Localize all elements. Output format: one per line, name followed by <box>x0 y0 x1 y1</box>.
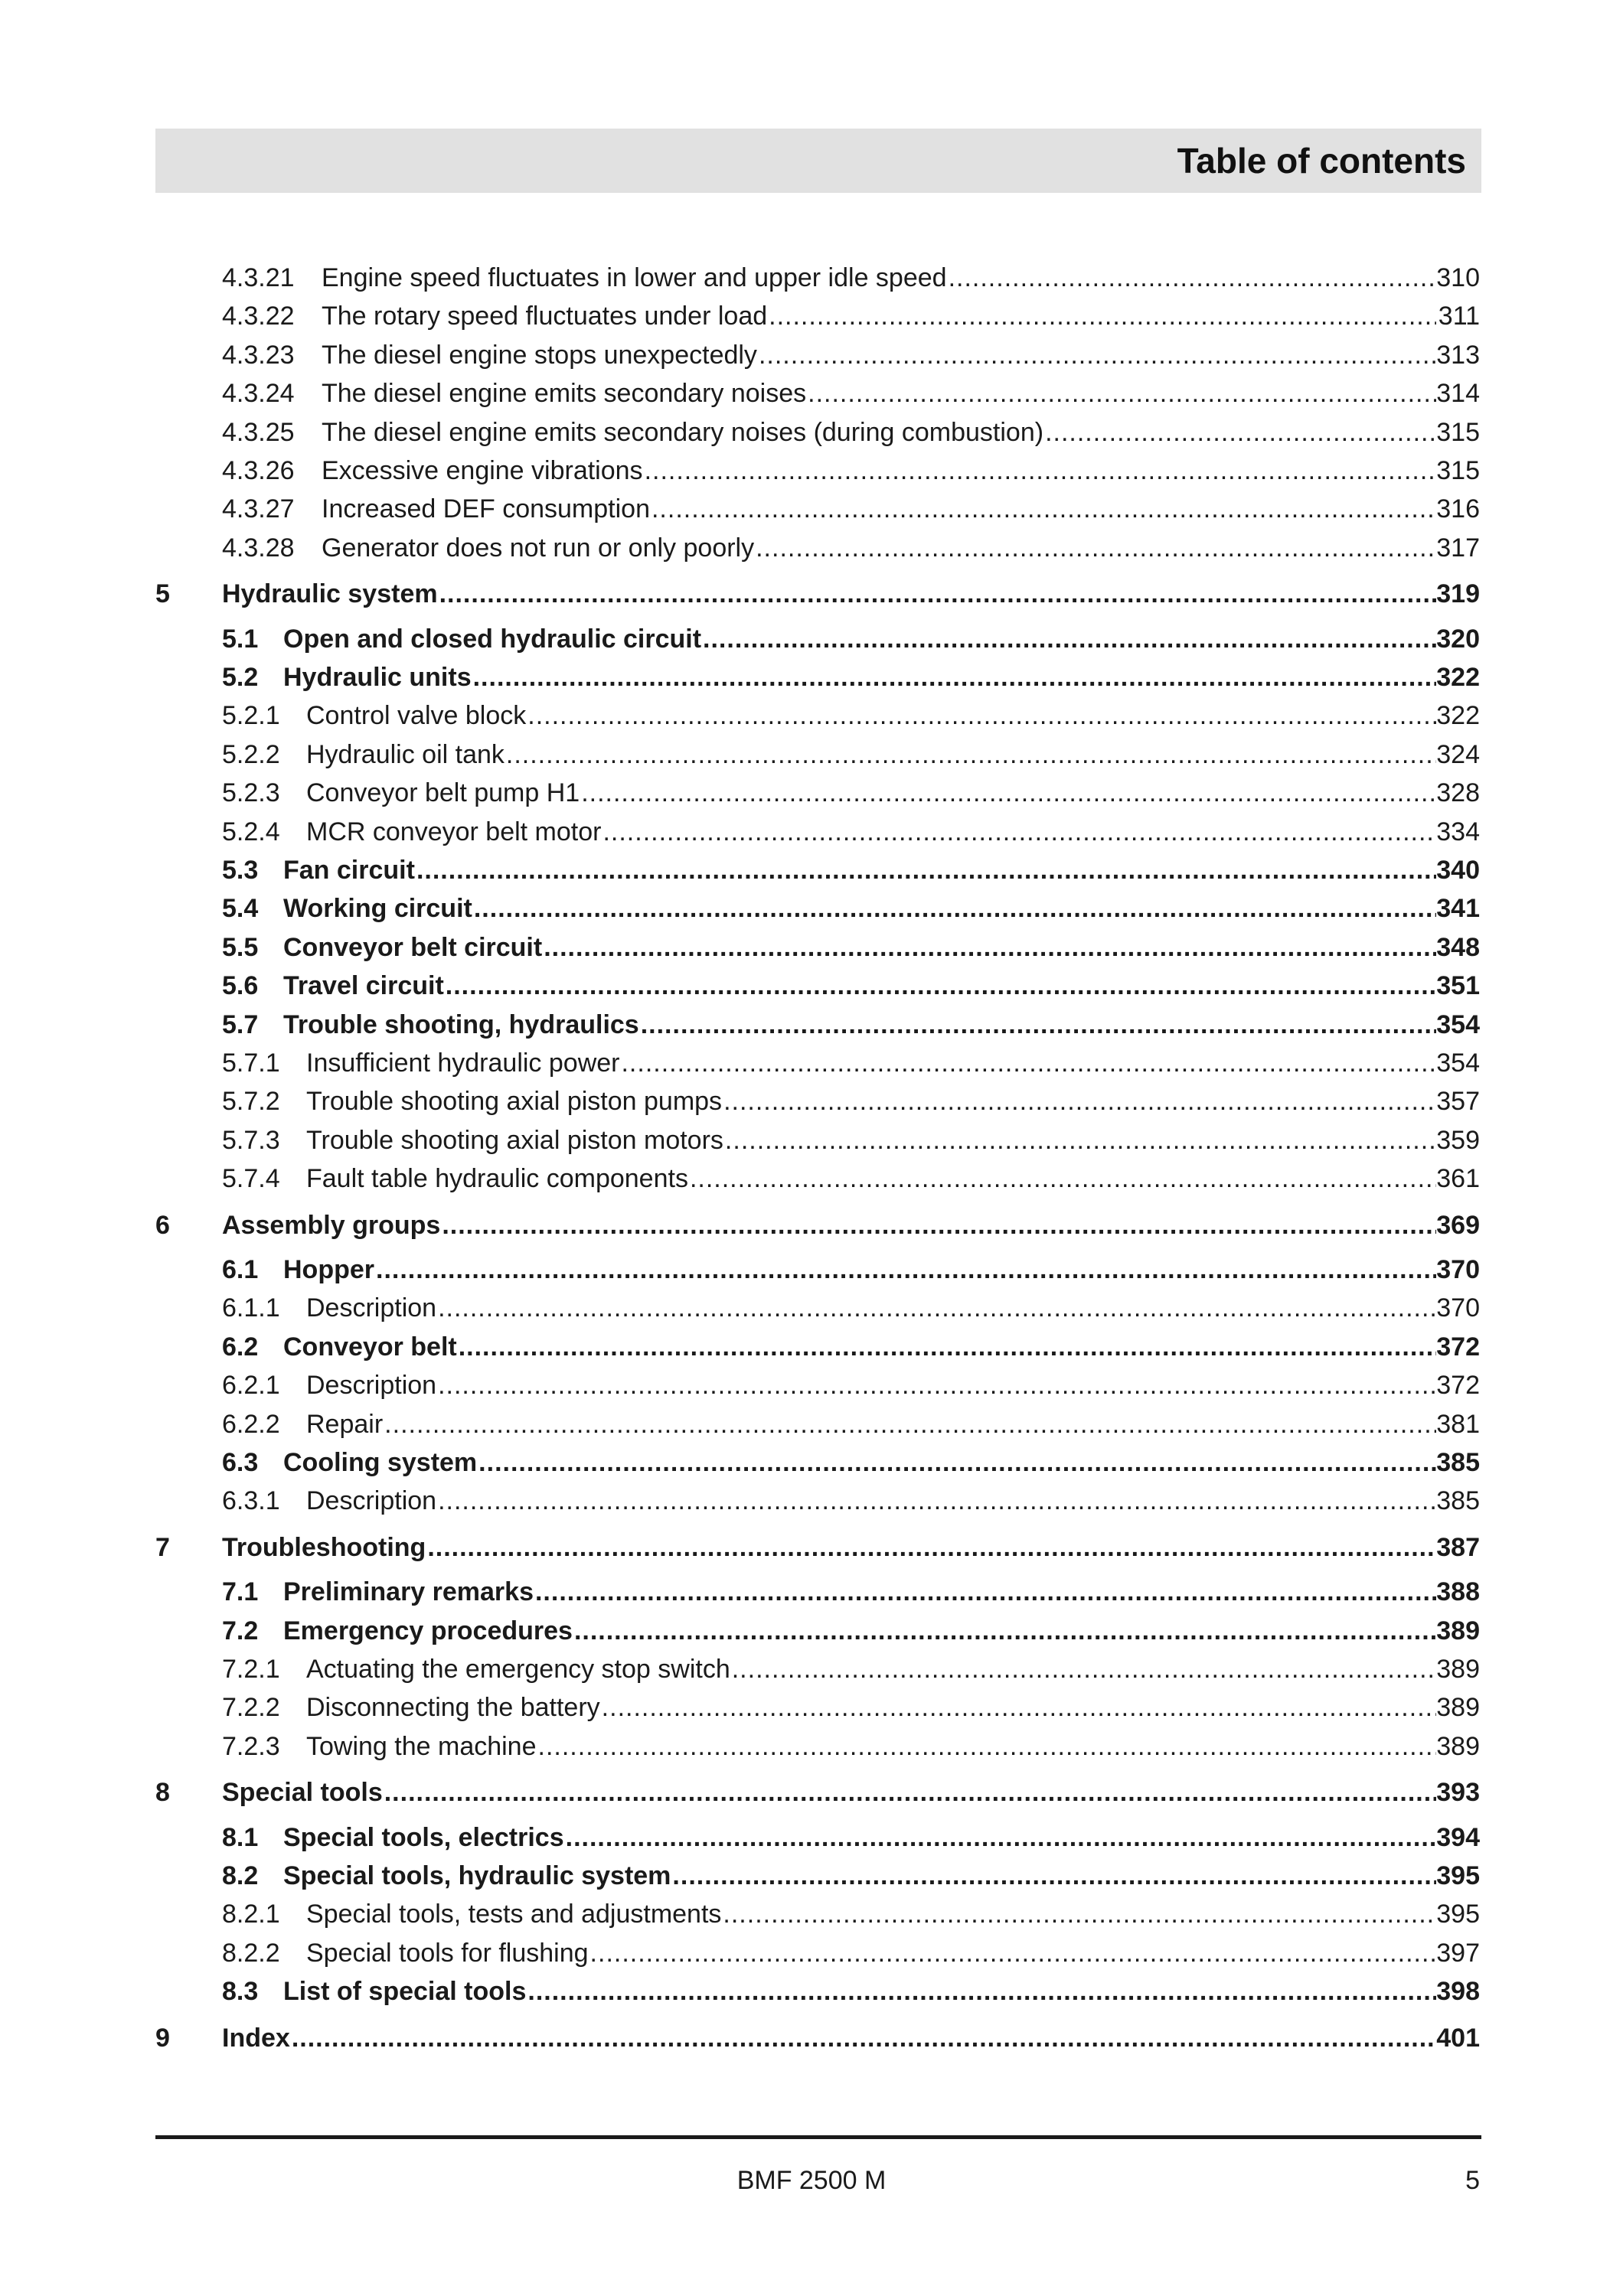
toc-dot-leader <box>769 298 1436 334</box>
toc-entry-title: Hopper <box>283 1255 374 1284</box>
toc-dot-leader <box>603 814 1436 850</box>
toc-dot-leader <box>384 1407 1436 1442</box>
toc-entry-leader <box>222 2020 1436 2056</box>
toc-entry-page: 334 <box>1436 817 1480 846</box>
toc-entry-title: Conveyor belt circuit <box>283 932 543 962</box>
toc-entry-number: 8.2.2 <box>222 1938 280 1968</box>
toc-entry-page: 397 <box>1436 1938 1480 1968</box>
page-title: Table of contents <box>1177 141 1466 181</box>
toc-section-entry[interactable] <box>0 891 1623 926</box>
toc-section-entry[interactable] <box>0 1613 1623 1649</box>
toc-entry-title: Assembly groups <box>222 1210 441 1240</box>
toc-dot-leader <box>732 1652 1436 1687</box>
toc-dot-leader <box>621 1045 1436 1081</box>
toc-subsection-entry[interactable] <box>0 1084 1623 1119</box>
toc-entry-page: 320 <box>1436 624 1480 654</box>
toc-entry-page: 313 <box>1436 340 1480 370</box>
toc-dot-leader <box>645 453 1436 488</box>
toc-subsection-entry[interactable] <box>0 298 1623 334</box>
toc-entry-page: 314 <box>1436 379 1480 409</box>
toc-entry-leader <box>322 491 1436 527</box>
toc-entry-leader <box>306 698 1436 733</box>
toc-entry-page: 354 <box>1436 1049 1480 1078</box>
toc-entry-page: 322 <box>1436 663 1480 692</box>
toc-entry-number: 5.1 <box>222 624 259 654</box>
toc-entry-page: 341 <box>1436 894 1480 924</box>
toc-dot-leader <box>651 491 1436 527</box>
toc-entry-leader <box>306 1045 1436 1081</box>
footer-document-name: BMF 2500 M <box>736 2166 887 2195</box>
toc-entry-leader <box>283 1007 1436 1042</box>
toc-entry-number: 6.2.1 <box>222 1371 280 1401</box>
toc-entry-page: 395 <box>1436 1900 1480 1929</box>
toc-dot-leader <box>690 1161 1436 1196</box>
toc-entry-number: 6 <box>155 1210 170 1240</box>
toc-entry-number: 4.3.28 <box>222 533 295 563</box>
toc-chapter-entry[interactable] <box>0 1530 1623 1565</box>
toc-dot-leader <box>949 260 1436 295</box>
toc-dot-leader <box>703 621 1436 657</box>
toc-subsection-entry[interactable] <box>0 814 1623 850</box>
toc-entry-number: 5.4 <box>222 894 259 924</box>
toc-subsection-entry[interactable] <box>0 775 1623 810</box>
toc-entry-page: 395 <box>1436 1861 1480 1890</box>
toc-entry-page: 357 <box>1436 1087 1480 1117</box>
toc-dot-leader <box>438 1368 1436 1403</box>
toc-section-entry[interactable] <box>0 1820 1623 1855</box>
toc-entry-number: 7.2.1 <box>222 1655 280 1684</box>
toc-entry-number: 4.3.27 <box>222 494 295 524</box>
toc-dot-leader <box>544 930 1436 965</box>
toc-subsection-entry[interactable] <box>0 260 1623 295</box>
toc-entry-number: 5.7.4 <box>222 1164 280 1194</box>
toc-entry-leader <box>322 338 1436 373</box>
toc-entry-title: Description <box>306 1293 437 1323</box>
toc-entry-page: 385 <box>1436 1486 1480 1516</box>
toc-dot-leader <box>384 1775 1436 1810</box>
toc-entry-leader <box>283 660 1436 695</box>
toc-entry-number: 7.2.3 <box>222 1731 280 1761</box>
toc-entry-title: Troubleshooting <box>222 1532 426 1562</box>
toc-chapter-entry[interactable] <box>0 2020 1623 2056</box>
toc-dot-leader <box>438 1290 1436 1326</box>
toc-dot-leader <box>641 1007 1436 1042</box>
toc-entry-leader <box>283 1613 1436 1649</box>
toc-dot-leader <box>1045 415 1436 450</box>
toc-chapter-entry[interactable] <box>0 1208 1623 1243</box>
toc-section-entry[interactable] <box>0 968 1623 1003</box>
toc-section-entry[interactable] <box>0 1574 1623 1609</box>
toc-dot-leader <box>808 376 1436 411</box>
toc-entry-number: 4.3.26 <box>222 456 295 485</box>
toc-entry-leader <box>306 1729 1436 1764</box>
toc-entry-page: 389 <box>1436 1616 1480 1645</box>
toc-entry-leader <box>306 1690 1436 1725</box>
toc-entry-title: Towing the machine <box>306 1731 537 1761</box>
toc-entry-leader <box>306 1123 1436 1158</box>
toc-dot-leader <box>602 1690 1436 1725</box>
toc-dot-leader <box>725 1123 1436 1158</box>
toc-dot-leader <box>459 1329 1436 1365</box>
toc-entry-page: 324 <box>1436 739 1480 769</box>
toc-chapter-entry[interactable] <box>0 1775 1623 1810</box>
toc-entry-leader <box>306 775 1436 810</box>
toc-entry-leader <box>306 1368 1436 1403</box>
toc-subsection-entry[interactable] <box>0 491 1623 527</box>
toc-dot-leader <box>439 576 1436 612</box>
toc-entry-page: 322 <box>1436 701 1480 731</box>
toc-entry-number: 8.3 <box>222 1977 259 2007</box>
toc-entry-number: 4.3.22 <box>222 302 295 331</box>
toc-entry-title: Trouble shooting axial piston pumps <box>306 1087 723 1117</box>
toc-subsection-entry[interactable] <box>0 1483 1623 1518</box>
toc-subsection-entry[interactable] <box>0 1407 1623 1442</box>
toc-entry-number: 7.1 <box>222 1577 259 1607</box>
toc-entry-leader <box>306 814 1436 850</box>
toc-dot-leader <box>535 1574 1436 1609</box>
toc-entry-page: 372 <box>1436 1332 1480 1362</box>
toc-entry-number: 8.1 <box>222 1822 259 1852</box>
toc-subsection-entry[interactable] <box>0 376 1623 411</box>
toc-entry-title: The diesel engine emits secondary noises (during combustion) <box>322 417 1044 447</box>
toc-entry-page: 351 <box>1436 971 1480 1001</box>
toc-subsection-entry[interactable] <box>0 530 1623 566</box>
header-band <box>155 129 1481 193</box>
toc-entry-number: 5.7.1 <box>222 1049 280 1078</box>
toc-entry-page: 315 <box>1436 456 1480 485</box>
toc-entry-number: 5.2.1 <box>222 701 280 731</box>
toc-entry-title: Excessive engine vibrations <box>322 456 643 485</box>
toc-entry-number: 6.3.1 <box>222 1486 280 1516</box>
toc-entry-page: 354 <box>1436 1009 1480 1039</box>
toc-entry-title: The diesel engine emits secondary noises <box>322 379 807 409</box>
toc-subsection-entry[interactable] <box>0 1123 1623 1158</box>
toc-entry-page: 394 <box>1436 1822 1480 1852</box>
toc-entry-title: Open and closed hydraulic circuit <box>283 624 702 654</box>
toc-entry-page: 319 <box>1436 579 1480 609</box>
toc-entry-number: 5.7.3 <box>222 1125 280 1155</box>
toc-subsection-entry[interactable] <box>0 453 1623 488</box>
toc-entry-leader <box>283 853 1436 888</box>
toc-entry-number: 4.3.23 <box>222 340 295 370</box>
toc-entry-title: Hydraulic units <box>283 663 472 692</box>
toc-dot-leader <box>442 1208 1436 1243</box>
toc-entry-number: 6.3 <box>222 1448 259 1477</box>
toc-entry-title: Special tools, hydraulic system <box>283 1861 671 1890</box>
toc-entry-leader <box>306 1483 1436 1518</box>
toc-entry-page: 372 <box>1436 1371 1480 1401</box>
toc-entry-title: Trouble shooting axial piston motors <box>306 1125 723 1155</box>
toc-entry-page: 388 <box>1436 1577 1480 1607</box>
toc-entry-number: 6.1.1 <box>222 1293 280 1323</box>
toc-entry-number: 5.6 <box>222 971 259 1001</box>
toc-entry-title: Working circuit <box>283 894 472 924</box>
toc-entry-page: 361 <box>1436 1164 1480 1194</box>
toc-entry-page: 328 <box>1436 778 1480 808</box>
toc-chapter-entry[interactable] <box>0 576 1623 612</box>
toc-entry-page: 385 <box>1436 1448 1480 1477</box>
toc-entry-page: 398 <box>1436 1977 1480 2007</box>
toc-section-entry[interactable] <box>0 1445 1623 1480</box>
toc-subsection-entry[interactable] <box>0 737 1623 772</box>
toc-dot-leader <box>376 1252 1436 1287</box>
toc-entry-title: Trouble shooting, hydraulics <box>283 1009 639 1039</box>
toc-entry-page: 315 <box>1436 417 1480 447</box>
toc-entry-title: Generator does not run or only poorly <box>322 533 755 563</box>
toc-entry-number: 5.2.3 <box>222 778 280 808</box>
toc-entry-page: 310 <box>1436 263 1480 292</box>
toc-entry-leader <box>222 1208 1436 1243</box>
toc-entry-leader <box>306 1290 1436 1326</box>
toc-entry-leader <box>322 415 1436 450</box>
toc-entry-title: Cooling system <box>283 1448 478 1477</box>
toc-entry-leader <box>283 930 1436 965</box>
toc-entry-leader <box>306 737 1436 772</box>
toc-entry-page: 359 <box>1436 1125 1480 1155</box>
toc-entry-page: 387 <box>1436 1532 1480 1562</box>
toc-entry-number: 8.2 <box>222 1861 259 1890</box>
toc-entry-leader <box>283 1820 1436 1855</box>
toc-dot-leader <box>723 1084 1436 1119</box>
toc-dot-leader <box>574 1613 1436 1649</box>
toc-section-entry[interactable] <box>0 853 1623 888</box>
toc-entry-title: Control valve block <box>306 701 527 731</box>
toc-entry-leader <box>283 968 1436 1003</box>
toc-entry-leader <box>222 1530 1436 1565</box>
toc-entry-title: Description <box>306 1486 437 1516</box>
toc-entry-number: 8 <box>155 1778 170 1808</box>
toc-dot-leader <box>723 1896 1436 1932</box>
toc-entry-title: Engine speed fluctuates in lower and upper idle speed <box>322 263 947 292</box>
toc-dot-leader <box>478 1445 1436 1480</box>
toc-dot-leader <box>292 2020 1436 2056</box>
toc-entry-leader <box>306 1407 1436 1442</box>
toc-entry-leader <box>322 376 1436 411</box>
toc-entry-number: 5.7 <box>222 1009 259 1039</box>
toc-subsection-entry[interactable] <box>0 1690 1623 1725</box>
toc-entry-leader <box>306 1652 1436 1687</box>
toc-entry-title: Fan circuit <box>283 856 415 885</box>
toc-entry-page: 370 <box>1436 1255 1480 1284</box>
toc-entry-title: Insufficient hydraulic power <box>306 1049 620 1078</box>
toc-subsection-entry[interactable] <box>0 1368 1623 1403</box>
toc-entry-leader <box>283 1858 1436 1893</box>
toc-entry-leader <box>222 576 1436 612</box>
toc-entry-title: The rotary speed fluctuates under load <box>322 302 768 331</box>
toc-entry-page: 401 <box>1436 2023 1480 2053</box>
toc-entry-leader <box>322 453 1436 488</box>
toc-dot-leader <box>474 891 1436 926</box>
toc-entry-page: 348 <box>1436 932 1480 962</box>
toc-subsection-entry[interactable] <box>0 1729 1623 1764</box>
toc-entry-title: Fault table hydraulic components <box>306 1164 688 1194</box>
toc-dot-leader <box>581 775 1436 810</box>
toc-entry-number: 7 <box>155 1532 170 1562</box>
toc-dot-leader <box>756 530 1436 566</box>
toc-entry-title: The diesel engine stops unexpectedly <box>322 340 757 370</box>
toc-entry-title: Description <box>306 1371 437 1401</box>
toc-entry-page: 311 <box>1438 302 1480 331</box>
toc-entry-page: 340 <box>1436 856 1480 885</box>
toc-subsection-entry[interactable] <box>0 338 1623 373</box>
toc-entry-title: List of special tools <box>283 1977 527 2007</box>
toc-entry-number: 7.2 <box>222 1616 259 1645</box>
toc-entry-number: 8.2.1 <box>222 1900 280 1929</box>
toc-entry-page: 316 <box>1436 494 1480 524</box>
toc-entry-number: 5.2.2 <box>222 739 280 769</box>
toc-entry-leader <box>322 530 1436 566</box>
toc-dot-leader <box>506 737 1436 772</box>
toc-dot-leader <box>527 1974 1436 2009</box>
toc-subsection-entry[interactable] <box>0 1652 1623 1687</box>
toc-entry-number: 6.2.2 <box>222 1409 280 1439</box>
toc-section-entry[interactable] <box>0 1252 1623 1287</box>
toc-subsection-entry[interactable] <box>0 1936 1623 1971</box>
toc-entry-page: 389 <box>1436 1731 1480 1761</box>
toc-entry-number: 5.7.2 <box>222 1087 280 1117</box>
toc-section-entry[interactable] <box>0 1974 1623 2009</box>
toc-entry-page: 369 <box>1436 1210 1480 1240</box>
toc-entry-number: 6.2 <box>222 1332 259 1362</box>
toc-dot-leader <box>527 698 1436 733</box>
toc-section-entry[interactable] <box>0 1329 1623 1365</box>
toc-entry-number: 7.2.2 <box>222 1693 280 1723</box>
toc-entry-page: 381 <box>1436 1409 1480 1439</box>
toc-entry-leader <box>306 1084 1436 1119</box>
toc-entry-number: 5.2 <box>222 663 259 692</box>
toc-dot-leader <box>446 968 1436 1003</box>
toc-entry-number: 6.1 <box>222 1255 259 1284</box>
toc-entry-number: 5.3 <box>222 856 259 885</box>
toc-entry-leader <box>283 891 1436 926</box>
toc-dot-leader <box>427 1530 1436 1565</box>
toc-dot-leader <box>590 1936 1436 1971</box>
toc-entry-title: Travel circuit <box>283 971 444 1001</box>
toc-entry-page: 370 <box>1436 1293 1480 1323</box>
toc-dot-leader <box>566 1820 1436 1855</box>
toc-entry-page: 393 <box>1436 1778 1480 1808</box>
toc-dot-leader <box>538 1729 1436 1764</box>
toc-entry-title: Special tools <box>222 1778 383 1808</box>
toc-entry-number: 4.3.25 <box>222 417 295 447</box>
toc-entry-number: 4.3.24 <box>222 379 295 409</box>
toc-entry-title: Emergency procedures <box>283 1616 573 1645</box>
toc-dot-leader <box>759 338 1436 373</box>
toc-subsection-entry[interactable] <box>0 1290 1623 1326</box>
toc-subsection-entry[interactable] <box>0 415 1623 450</box>
toc-entry-number: 5.5 <box>222 932 259 962</box>
toc-entry-number: 4.3.21 <box>222 263 295 292</box>
toc-dot-leader <box>438 1483 1436 1518</box>
toc-entry-title: MCR conveyor belt motor <box>306 817 602 846</box>
footer-page-number: 5 <box>1465 2166 1480 2195</box>
toc-entry-page: 317 <box>1436 533 1480 563</box>
toc-section-entry[interactable] <box>0 1007 1623 1042</box>
toc-entry-leader <box>322 260 1436 295</box>
toc-entry-title: Actuating the emergency stop switch <box>306 1655 730 1684</box>
footer-divider <box>155 2135 1481 2139</box>
toc-subsection-entry[interactable] <box>0 1896 1623 1932</box>
toc-entry-title: Disconnecting the battery <box>306 1693 600 1723</box>
toc-entry-title: Index <box>222 2023 290 2053</box>
toc-entry-title: Special tools, electrics <box>283 1822 564 1852</box>
toc-entry-page: 389 <box>1436 1655 1480 1684</box>
toc-entry-title: Preliminary remarks <box>283 1577 534 1607</box>
toc-entry-leader <box>283 1329 1436 1365</box>
toc-entry-leader <box>306 1936 1436 1971</box>
toc-entry-number: 5.2.4 <box>222 817 280 846</box>
toc-entry-leader <box>222 1775 1436 1810</box>
toc-dot-leader <box>473 660 1436 695</box>
toc-entry-leader <box>306 1896 1436 1932</box>
toc-entry-title: Repair <box>306 1409 384 1439</box>
toc-entry-title: Conveyor belt <box>283 1332 457 1362</box>
toc-entry-leader <box>283 1974 1436 2009</box>
toc-subsection-entry[interactable] <box>0 1045 1623 1081</box>
toc-entry-title: Special tools for flushing <box>306 1938 589 1968</box>
toc-section-entry[interactable] <box>0 1858 1623 1893</box>
toc-entry-title: Increased DEF consumption <box>322 494 650 524</box>
toc-section-entry[interactable] <box>0 930 1623 965</box>
toc-entry-page: 389 <box>1436 1693 1480 1723</box>
toc-subsection-entry[interactable] <box>0 698 1623 733</box>
toc-entry-leader <box>283 1574 1436 1609</box>
toc-entry-title: Conveyor belt pump H1 <box>306 778 580 808</box>
toc-entry-number: 9 <box>155 2023 170 2053</box>
toc-section-entry[interactable] <box>0 660 1623 695</box>
toc-dot-leader <box>672 1858 1436 1893</box>
toc-entry-leader <box>283 1252 1436 1287</box>
toc-entry-leader <box>283 621 1436 657</box>
toc-section-entry[interactable] <box>0 621 1623 657</box>
toc-subsection-entry[interactable] <box>0 1161 1623 1196</box>
toc-entry-leader <box>322 298 1436 334</box>
toc-entry-title: Hydraulic oil tank <box>306 739 505 769</box>
toc-entry-title: Hydraulic system <box>222 579 438 609</box>
toc-entry-leader <box>283 1445 1436 1480</box>
toc-entry-leader <box>306 1161 1436 1196</box>
toc-entry-title: Special tools, tests and adjustments <box>306 1900 722 1929</box>
toc-entry-number: 5 <box>155 579 170 609</box>
toc-dot-leader <box>416 853 1436 888</box>
